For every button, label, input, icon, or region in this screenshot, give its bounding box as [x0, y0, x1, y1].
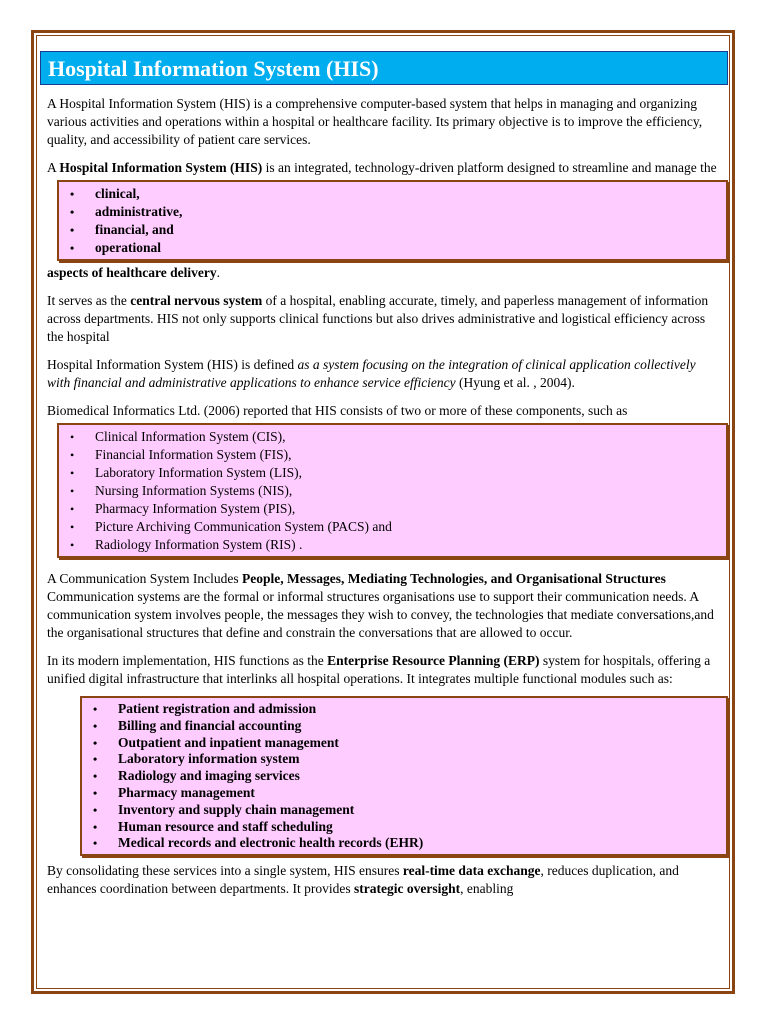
- bullet-list: [82, 698, 726, 854]
- paragraph-communication: [40, 570, 728, 642]
- bullet-icon: •: [93, 735, 98, 750]
- bullet-icon: •: [93, 702, 98, 716]
- list-item-text: Outpatient and inpatient management: [118, 734, 339, 750]
- paragraph-central-nervous: [40, 292, 728, 346]
- italic-run: as a system focusing on the integration of clinical application collectively with financial and administrative applications to enhance service efficiency: [47, 357, 696, 390]
- bold-run: aspects of healthcare delivery: [47, 265, 217, 280]
- bold-run: Enterprise Resource Planning (ERP): [327, 653, 540, 668]
- paragraph-defined: [40, 356, 728, 392]
- text-run: By consolidating these services into a single system, HIS ensures: [47, 863, 403, 879]
- list-item: [59, 239, 726, 257]
- list-item-text: Radiology Information System (RIS) .: [95, 537, 303, 552]
- list-item-text: Picture Archiving Communication System (PACS) and: [95, 519, 392, 534]
- document-body: [40, 51, 728, 898]
- list-item-text: administrative,: [95, 204, 183, 219]
- list-item-text: Billing and financial accounting: [118, 717, 302, 733]
- bold-run: Hospital Information System (HIS): [59, 160, 263, 175]
- bullet-icon: •: [93, 718, 98, 733]
- list-item: [59, 536, 726, 554]
- text-run: .: [216, 265, 220, 280]
- text-run: is an integrated, technology-driven platform designed to streamline and manage the: [262, 160, 717, 175]
- list-item-text: operational: [95, 240, 161, 255]
- bullet-icon: •: [70, 502, 75, 516]
- list-item-text: Clinical Information System (CIS),: [95, 429, 286, 444]
- list-item: [82, 751, 726, 768]
- list-item: [82, 701, 726, 718]
- bullet-icon: •: [70, 205, 75, 219]
- bullet-icon: •: [70, 466, 75, 480]
- list-item: [82, 718, 726, 735]
- list-item-text: Medical records and electronic health records (EHR): [118, 835, 424, 851]
- list-item-text: financial, and: [95, 222, 174, 237]
- paragraph-components: Biomedical Informatics Ltd. (2006) reported that HIS consists of two or more of these components, such as: [47, 403, 628, 418]
- bold-run: real-time data exchange: [402, 863, 541, 879]
- text-run: A: [47, 160, 60, 175]
- list-item: [59, 203, 726, 221]
- list-item-text: Human resource and staff scheduling: [118, 818, 333, 834]
- text-run: It serves as the: [47, 293, 131, 308]
- list-item: [82, 735, 726, 752]
- list-item-text: Patient registration and admission: [118, 701, 317, 716]
- text-run: In its modern implementation, HIS functions as the: [47, 653, 328, 668]
- bullet-list: [59, 425, 726, 556]
- list-item: [59, 446, 726, 464]
- paragraph-intro: A Hospital Information System (HIS) is a comprehensive computer-based system that helps in managing and organizing various activities and operations within a hospital or healthcare facility. Its primary objective is to improve the efficiency, quality, and accessibility of patient care services.: [47, 96, 703, 147]
- bold-run: central nervous system: [130, 293, 263, 308]
- list-item-text: Inventory and supply chain management: [118, 801, 355, 817]
- page-title: Hospital Information System (HIS): [40, 51, 728, 85]
- bullet-icon: •: [93, 785, 98, 800]
- paragraph-consolidating: [40, 862, 728, 898]
- text-run: system for hospitals, offering a unified digital infrastructure that interlinks all hospital operations. It integrates multiple functional modules such as:: [47, 653, 711, 686]
- list-item: [59, 482, 726, 500]
- list-item-text: Laboratory information system: [118, 751, 300, 767]
- bullet-icon: •: [70, 484, 75, 498]
- list-item: [59, 185, 726, 203]
- bullet-icon: •: [93, 819, 98, 834]
- list-box-modules: [80, 696, 728, 856]
- list-item-text: Laboratory Information System (LIS),: [95, 465, 302, 480]
- list-box-components: [57, 423, 728, 558]
- list-item: [82, 835, 726, 852]
- text-run: A Communication System Includes: [47, 571, 242, 586]
- list-item-text: Financial Information System (FIS),: [95, 447, 292, 462]
- bullet-icon: •: [93, 802, 98, 817]
- bullet-icon: •: [70, 448, 75, 462]
- text-run: Communication systems are the formal or informal structures organisations use to support their communication needs. A communication system involves people, the messages they wish to convey, the technologies that mediate conversations,and the organisational structures that define and constrain the conversations that are allowed to occur.: [47, 589, 714, 640]
- bold-run: People, Messages, Mediating Technologies, and Organisational Structures: [242, 571, 666, 586]
- bullet-icon: •: [93, 769, 98, 784]
- text-run: Hospital Information System (HIS) is defined: [47, 357, 298, 372]
- bullet-icon: •: [93, 752, 98, 767]
- bullet-icon: •: [70, 430, 75, 444]
- bold-run: strategic oversight: [354, 881, 461, 897]
- list-item: [82, 802, 726, 819]
- list-item: [82, 768, 726, 785]
- paragraph-erp: [40, 652, 728, 688]
- text-run: (Hyung et al. , 2004).: [455, 375, 575, 390]
- text-run: , enabling: [460, 881, 514, 897]
- list-item: [59, 464, 726, 482]
- bullet-icon: •: [93, 836, 98, 851]
- list-item-text: Pharmacy Information System (PIS),: [95, 501, 296, 516]
- bullet-icon: •: [70, 538, 75, 552]
- list-box-aspects: [57, 180, 728, 261]
- list-item-text: Nursing Information Systems (NIS),: [95, 483, 293, 498]
- paragraph-definition: [40, 159, 728, 177]
- list-item: [59, 500, 726, 518]
- text-run: , reduces duplication, and enhances coordination between departments. It provides: [47, 863, 679, 897]
- bullet-icon: •: [70, 520, 75, 534]
- list-item-text: Pharmacy management: [118, 784, 255, 800]
- bullet-list: [59, 182, 726, 259]
- list-item-text: Radiology and imaging services: [118, 768, 300, 784]
- list-item: [82, 785, 726, 802]
- list-item: [59, 428, 726, 446]
- bullet-icon: •: [70, 187, 75, 201]
- bullet-icon: •: [70, 223, 75, 237]
- list-item: [82, 819, 726, 836]
- list-item: [59, 221, 726, 239]
- list-item: [59, 518, 726, 536]
- list-item-text: clinical,: [95, 186, 140, 201]
- text-run: of a hospital, enabling accurate, timely, and paperless management of information across departments. HIS not only supports clinical functions but also drives administrative and logistical efficiency across the hospital: [47, 293, 709, 344]
- paragraph-aspects: [40, 264, 728, 282]
- bullet-icon: •: [70, 241, 75, 255]
